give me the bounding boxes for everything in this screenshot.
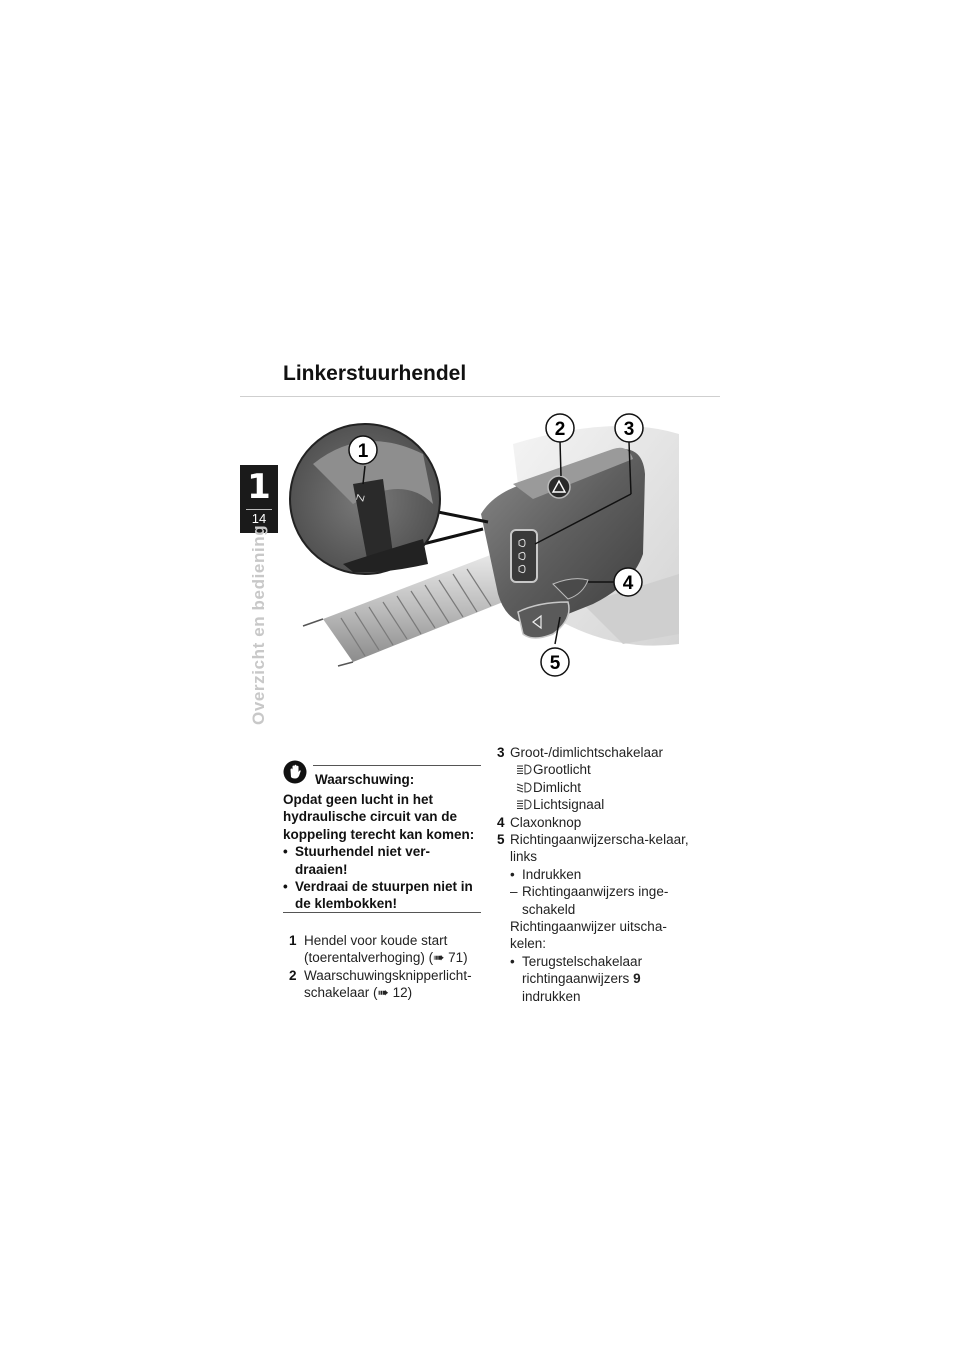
bullet-mark: • xyxy=(510,866,515,882)
legend-text: Hendel voor koude start (toerentalverhoging) (➠ 71) xyxy=(304,933,468,966)
off-intro: Richtingaanwijzer uitscha-kelen: xyxy=(510,919,667,952)
warning-bullet: • Stuurhendel niet ver-draaien! xyxy=(283,843,481,878)
warning-bullet: • Verdraai de stuurpen niet in de klembokken! xyxy=(283,878,481,913)
page-number: 14 xyxy=(251,511,267,526)
warning-hand-icon xyxy=(283,760,307,784)
legend-item-3 xyxy=(497,744,697,761)
step-text-end: indrukken xyxy=(522,988,581,1004)
light-option-flash xyxy=(497,796,697,813)
callout-label: 2 xyxy=(554,419,566,440)
legend-text: Waarschuwingsknipperlicht-schakelaar (➠ 12) xyxy=(304,967,472,1001)
legend-right xyxy=(497,744,697,1005)
step-text: Terugstelschakelaar richtingaanwijzers xyxy=(522,953,643,987)
dash-mark: – xyxy=(510,884,518,900)
bullet-mark: • xyxy=(510,953,515,969)
light-option-low xyxy=(497,779,697,796)
legend-item-5 xyxy=(497,831,697,866)
legend-item-1 xyxy=(283,932,493,967)
warning-title: Waarschuwing: xyxy=(315,772,415,787)
handlebar-figure xyxy=(283,404,679,704)
legend-text: Claxonknop xyxy=(510,814,582,830)
step-ref: 9 xyxy=(633,971,641,987)
legend-left xyxy=(283,932,493,1002)
legend-item-2 xyxy=(283,967,493,1002)
legend-number: 3 xyxy=(497,745,505,760)
callout-label: 5 xyxy=(549,653,561,674)
legend-text: Richtingaanwijzerscha-kelaar, links xyxy=(510,832,689,865)
warning-top-rule xyxy=(313,765,481,766)
low-beam-icon xyxy=(516,781,532,794)
light-option-label: Lichtsignaal xyxy=(533,797,605,813)
light-option-label: Dimlicht xyxy=(533,779,582,795)
legend-number: 5 xyxy=(497,832,505,848)
callout-label: 4 xyxy=(622,573,634,594)
legend-number: 1 xyxy=(289,933,297,948)
chapter-divider xyxy=(246,509,272,510)
step-text: Richtingaanwijzers inge-schakeld xyxy=(522,884,669,917)
legend-number: 2 xyxy=(289,967,297,983)
chapter-tab xyxy=(240,465,278,533)
warning-bottom-rule xyxy=(283,912,481,913)
callout-label: 3 xyxy=(623,419,635,440)
warning-intro: Opdat geen lucht in het hydraulische circuit van de koppeling terecht kan komen: xyxy=(283,792,475,842)
warning-body xyxy=(283,791,481,913)
section-heading: Linkerstuurhendel xyxy=(283,362,467,385)
chapter-title: Overzicht en bediening xyxy=(249,524,268,725)
heading-rule xyxy=(240,396,720,397)
light-option-label: Grootlicht xyxy=(533,762,591,778)
step-text: Indrukken xyxy=(522,866,582,882)
legend-item-4 xyxy=(497,814,697,831)
step-off xyxy=(497,953,697,1005)
headlight-flasher-icon xyxy=(516,798,532,811)
callout-label: 1 xyxy=(357,441,369,462)
legend-number: 4 xyxy=(497,814,505,830)
light-option-high xyxy=(497,761,697,778)
step-result xyxy=(497,883,697,918)
svg-text:Z: Z xyxy=(355,493,368,503)
high-beam-icon xyxy=(516,763,532,776)
step-press xyxy=(497,866,697,883)
legend-text: Groot-/dimlichtschakelaar xyxy=(510,745,664,760)
chapter-number: 1 xyxy=(247,467,271,507)
